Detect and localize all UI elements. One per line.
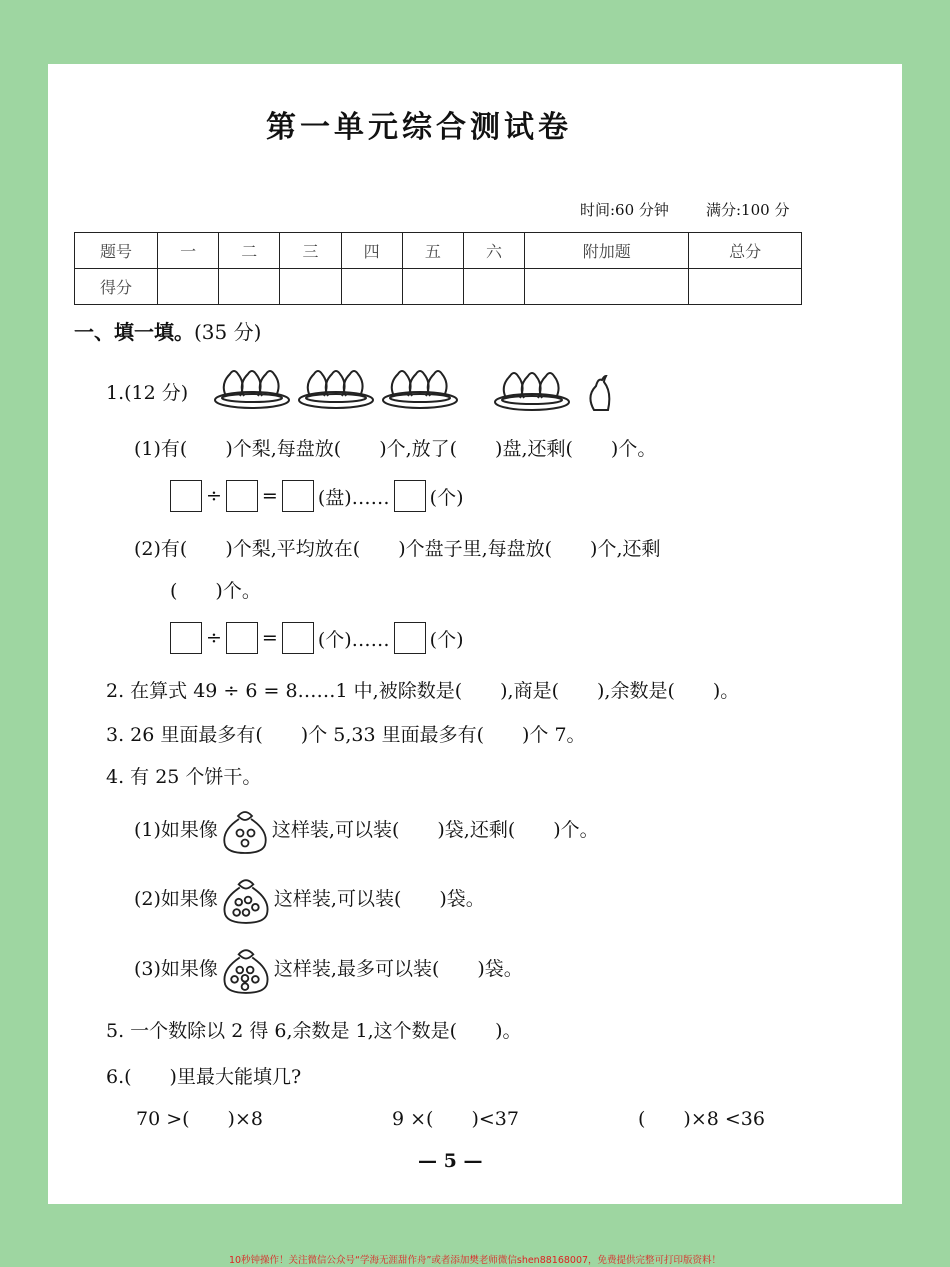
header-cell: 六 [463, 233, 524, 269]
q1-sub2-line2: ( )个。 [170, 580, 261, 602]
header-cell: 三 [280, 233, 341, 269]
section-title: 一、填一填。 [74, 320, 194, 344]
q1-label: 1.(12 分) [106, 382, 189, 404]
q2: 2. 在算式 49 ÷ 6 = 8……1 中,被除数是( ),商是( ),余数是( )。 [106, 680, 740, 702]
pear-plate-icon [380, 364, 460, 410]
score-cell[interactable] [402, 269, 463, 305]
q4-sub1 [134, 806, 599, 856]
header-cell: 题号 [75, 233, 158, 269]
page-number: — 5 — [418, 1150, 483, 1172]
answer-box[interactable] [226, 480, 258, 512]
score-table-score-row [75, 269, 802, 305]
score-table-header-row [75, 233, 802, 269]
cookie-bag-6-icon [220, 944, 272, 996]
full-score: 满分:100 分 [706, 201, 790, 219]
pear-plate-icon [492, 366, 572, 412]
header-cell: 附加题 [525, 233, 689, 269]
q1-sub1: (1)有( )个梨,每盘放( )个,放了( )盘,还剩( )个。 [134, 438, 657, 460]
q4-sub2-text-a: (2)如果像 [134, 888, 218, 910]
answer-box[interactable] [170, 480, 202, 512]
pear-icon [586, 374, 614, 414]
answer-box[interactable] [282, 622, 314, 654]
cookie-bag-5-icon [220, 874, 272, 926]
score-cell[interactable] [341, 269, 402, 305]
section-points: (35 分) [194, 320, 262, 344]
unit-label: (盘)…… [317, 486, 390, 509]
answer-box[interactable] [394, 480, 426, 512]
q4-sub1-text-b: 这样装,可以装( )袋,还剩( )个。 [271, 819, 599, 841]
q6-expr2: 9 ×( )<37 [392, 1108, 519, 1130]
answer-box[interactable] [226, 622, 258, 654]
page-title: 第一单元综合测试卷 [266, 110, 572, 145]
score-cell[interactable] [689, 269, 802, 305]
header-cell: 二 [219, 233, 280, 269]
q1-equation2 [170, 622, 468, 654]
header-cell: 四 [341, 233, 402, 269]
unit-label: (个) [429, 628, 464, 651]
q4-sub2 [134, 874, 485, 926]
score-cell[interactable] [219, 269, 280, 305]
q6-label: 6.( )里最大能填几? [106, 1066, 302, 1088]
divide-sign: ÷ [206, 485, 222, 507]
header-cell: 总分 [689, 233, 802, 269]
row-label: 得分 [75, 269, 158, 305]
section-heading [74, 316, 261, 345]
score-table [74, 232, 802, 305]
q6-expr1: 70 >( )×8 [136, 1108, 263, 1130]
promo-footer: 10秒钟操作！关注微信公众号“学海无涯甜作舟”或者添加樊老师微信shen88168007，免费提供完整可打印版资料！ [228, 1255, 722, 1266]
q3: 3. 26 里面最多有( )个 5,33 里面最多有( )个 7。 [106, 724, 586, 746]
pear-plate-icon [212, 364, 292, 410]
unit-label: (个) [429, 486, 464, 509]
q4-sub1-text-a: (1)如果像 [134, 819, 218, 841]
q1-equation1 [170, 480, 468, 512]
q4-sub3 [134, 944, 523, 996]
q4-label: 4. 有 25 个饼干。 [106, 766, 262, 788]
q6-expr3: ( )×8 <36 [638, 1108, 765, 1130]
unit-label: (个)…… [317, 628, 390, 651]
score-cell[interactable] [280, 269, 341, 305]
score-cell[interactable] [463, 269, 524, 305]
answer-box[interactable] [170, 622, 202, 654]
divide-sign: ÷ [206, 627, 222, 649]
pear-plate-icon [296, 364, 376, 410]
q1-sub2-line1: (2)有( )个梨,平均放在( )个盘子里,每盘放( )个,还剩 [134, 538, 661, 560]
header-cell: 一 [158, 233, 219, 269]
equals-sign: = [261, 485, 278, 507]
time-limit: 时间:60 分钟 [580, 201, 669, 219]
worksheet-page [48, 64, 902, 1204]
score-cell[interactable] [158, 269, 219, 305]
answer-box[interactable] [282, 480, 314, 512]
q4-sub2-text-b: 这样装,可以装( )袋。 [273, 888, 485, 910]
answer-box[interactable] [394, 622, 426, 654]
header-cell: 五 [402, 233, 463, 269]
score-cell[interactable] [525, 269, 689, 305]
q5: 5. 一个数除以 2 得 6,余数是 1,这个数是( )。 [106, 1020, 522, 1042]
q4-sub3-text-b: 这样装,最多可以装( )袋。 [273, 958, 523, 980]
cookie-bag-3-icon [220, 806, 270, 856]
equals-sign: = [261, 627, 278, 649]
q4-sub3-text-a: (3)如果像 [134, 958, 218, 980]
